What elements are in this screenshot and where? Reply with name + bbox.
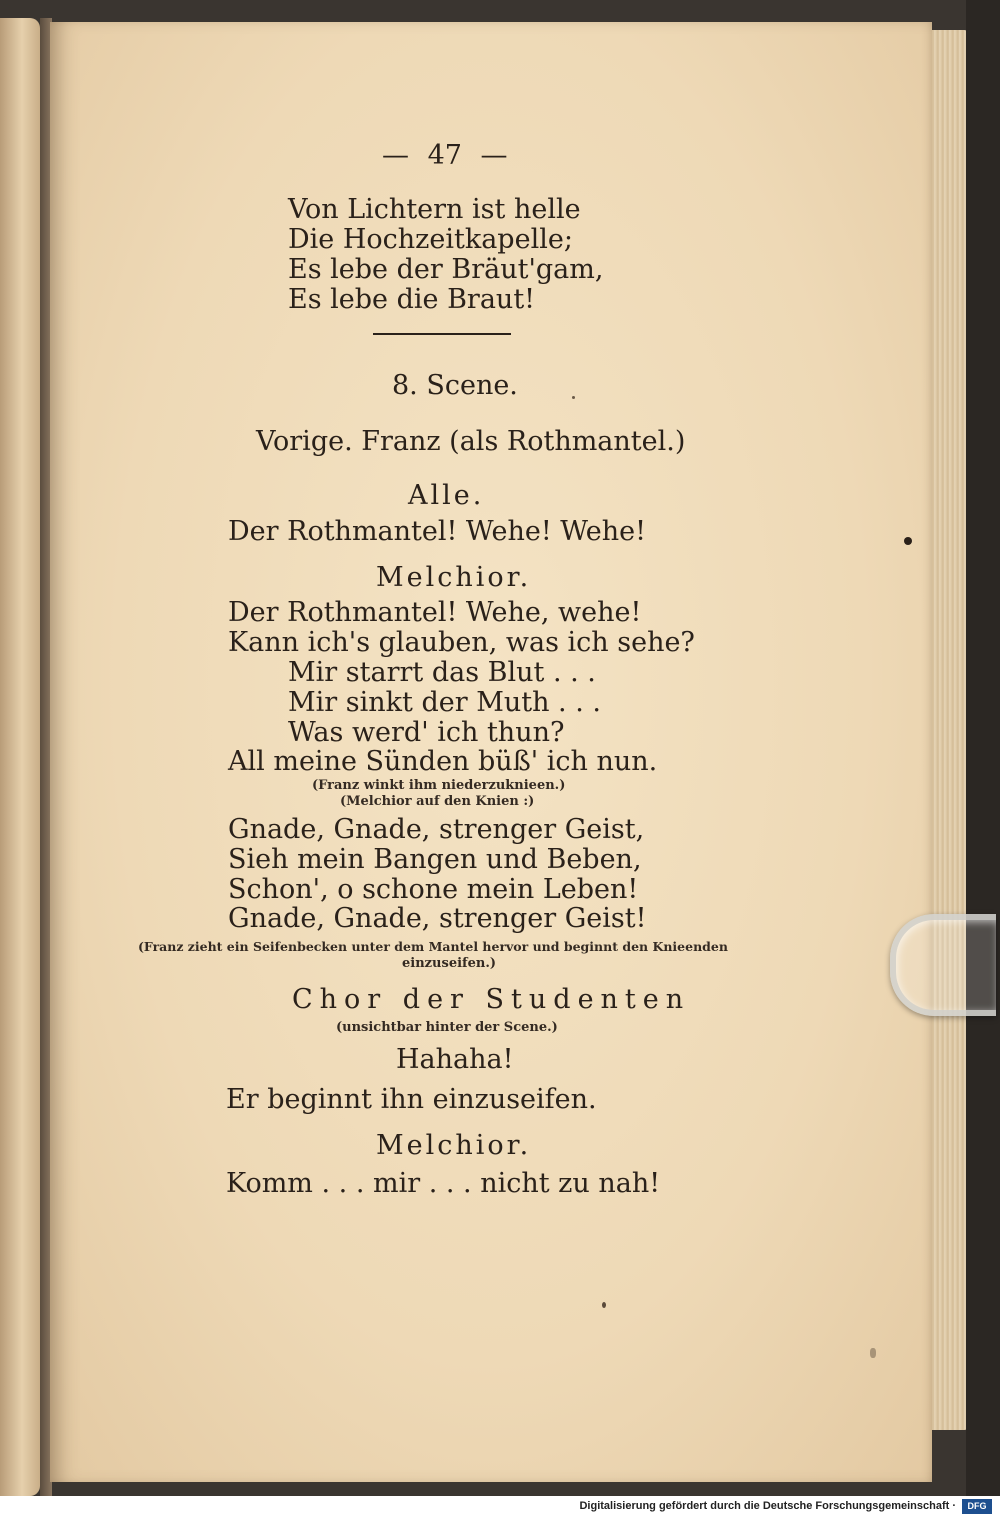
dialogue-line: Gnade, Gnade, strenger Geist! [228,903,647,934]
dialogue-line: Komm . . . mir . . . nicht zu nah! [226,1168,661,1199]
paper-clip [890,914,996,1016]
dialogue-line: Mir starrt das Blut . . . [288,657,596,688]
stage-direction: (Franz winkt ihm niederzuknieen.) [312,778,566,793]
dialogue-line: Was werd' ich thun? [288,717,565,748]
binding-edge [966,0,1000,1496]
stage-line: Er beginnt ihn einzuseifen. [226,1084,597,1115]
dialogue-line: Kann ich's glauben, was ich sehe? [228,627,695,658]
speaker-name: Alle. [408,480,485,511]
stage-direction: (unsichtbar hinter der Scene.) [336,1020,558,1035]
verse-line: Die Hochzeitkapelle; [288,224,573,255]
dialogue-line: Schon', o schone mein Leben! [228,874,639,905]
paper-speck [572,396,575,399]
verse-line: Von Lichtern ist helle [288,194,581,225]
cast-line: Vorige. Franz (als Rothmantel.) [256,426,686,457]
dialogue-line: Sieh mein Bangen und Beben, [228,844,642,875]
speaker-name: Melchior. [376,562,532,593]
dialogue-line: Gnade, Gnade, strenger Geist, [228,814,645,845]
funding-notice: Digitalisierung gefördert durch die Deutsche Forschungsgemeinschaft · [579,1500,956,1512]
digitization-footer [0,1496,1000,1518]
verse-line: Es lebe die Braut! [288,284,536,315]
dialogue-line: All meine Sünden büß' ich nun. [228,746,658,777]
page-stack-edge [930,30,970,1430]
stage-direction: (Franz zieht ein Seifenbecken unter dem Mantel hervor und beginnt den Knieenden [138,939,728,954]
verse-line: Es lebe der Bräut'gam, [288,254,604,285]
ink-spot [904,537,912,545]
left-page-edge [0,18,40,1496]
speaker-name: Chor der Studenten [292,984,691,1015]
dialogue-line: Mir sinkt der Muth . . . [288,687,601,718]
stage-direction: (Melchior auf den Knien :) [340,794,535,809]
section-divider [373,333,511,335]
scene-heading: 8. Scene. [392,370,518,401]
paper-speck [602,1302,606,1308]
dialogue-line: Hahaha! [396,1044,514,1075]
stage-direction: einzuseifen.) [402,956,497,971]
dialogue-line: Der Rothmantel! Wehe! Wehe! [228,516,646,547]
dfg-logo-icon: DFG [962,1499,992,1514]
speaker-name: Melchior. [376,1130,532,1161]
dialogue-line: Der Rothmantel! Wehe, wehe! [228,597,642,628]
paper-speck [870,1348,876,1358]
page-number: — 47 — [382,140,508,171]
